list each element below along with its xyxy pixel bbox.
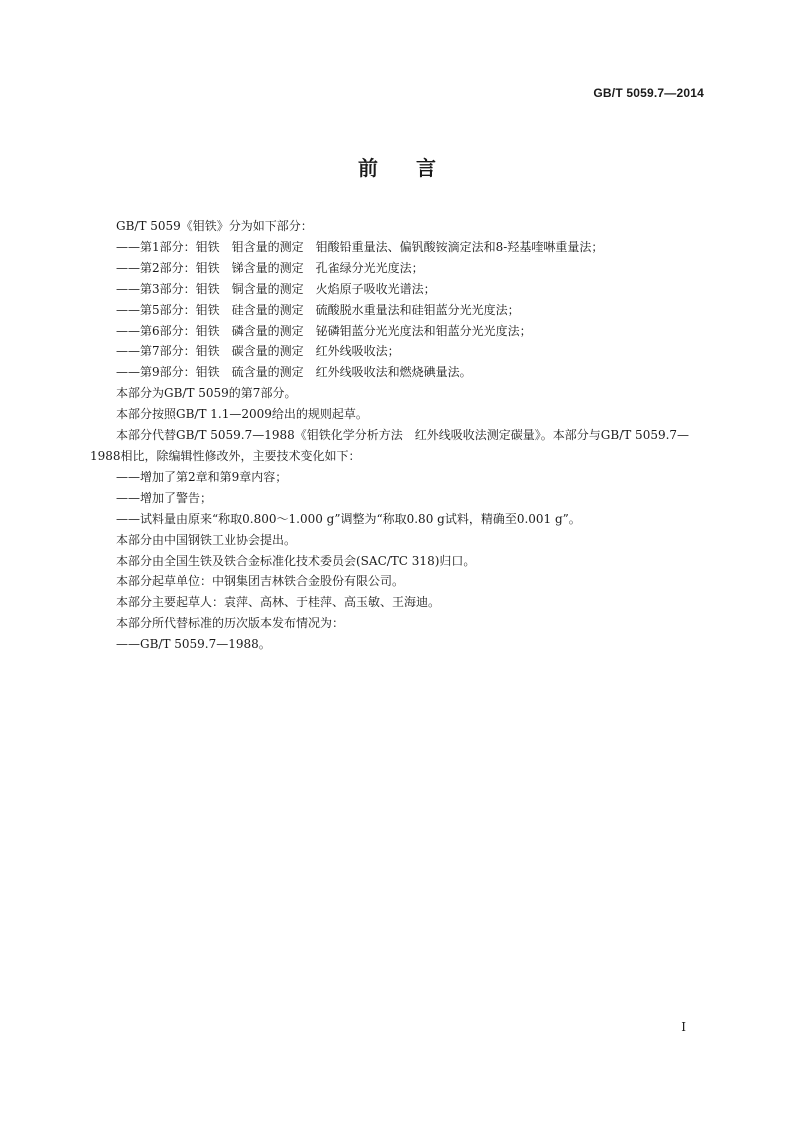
history-intro-paragraph: 本部分所代替标准的历次版本发布情况为： (116, 616, 345, 631)
part-item: 碳含量的测定 (231, 344, 304, 359)
part-list-item (90, 279, 706, 300)
intro-line: GB/T 5059《钼铁》分为如下部分： (116, 219, 313, 233)
part-method: 火焰原子吸收光谱法； (315, 281, 436, 296)
part-prefix: ——第7部分：钼铁 (116, 344, 220, 359)
part-list-item (90, 362, 706, 383)
drafters-paragraph: 本部分主要起草人：袁萍、高林、于桂萍、高玉敏、王海迪。 (116, 595, 441, 610)
replaces-paragraph: 本部分代替GB/T 5059.7—1988《钼铁化学分析方法 红外线吸收法测定碳量》。本部分与GB/T 5059.7—1988相比，除编辑性修改外，主要技术变化如下： (90, 428, 690, 463)
part-method: 红外线吸收法和燃烧碘量法。 (315, 365, 472, 380)
part-method: 红外线吸收法； (315, 344, 400, 359)
drafting-org-paragraph: 本部分起草单位：中钢集团吉林铁合金股份有限公司。 (116, 574, 405, 589)
part-prefix: ——第9部分：钼铁 (116, 365, 220, 380)
part-list-item (90, 341, 706, 362)
part-prefix: ——第6部分：钼铁 (116, 323, 220, 338)
foreword-body (90, 216, 706, 655)
part-prefix: ——第1部分：钼铁 (116, 239, 220, 254)
part-item: 硫含量的测定 (231, 365, 304, 380)
drafting-rules-paragraph: 本部分按照GB/T 1.1—2009给出的规则起草。 (116, 407, 368, 422)
proposed-by-paragraph: 本部分由中国钢铁工业协会提出。 (116, 532, 297, 547)
part-method: 硫酸脱水重量法和硅钼蓝分光光度法； (315, 302, 520, 317)
part-list-item (90, 237, 706, 258)
part-item: 钼含量的测定 (231, 239, 304, 254)
part-prefix: ——第2部分：钼铁 (116, 260, 220, 275)
part-item: 锑含量的测定 (231, 260, 304, 275)
part-item: 磷含量的测定 (231, 323, 304, 338)
part-method: 钼酸铅重量法、偏钒酸铵滴定法和8-羟基喹啉重量法； (315, 239, 604, 254)
history-item: ——GB/T 5059.7—1988。 (116, 637, 271, 652)
part-item: 铜含量的测定 (231, 281, 304, 296)
part-list-item (90, 300, 706, 321)
page-number: I (681, 1020, 686, 1034)
this-part-paragraph: 本部分为GB/T 5059的第7部分。 (116, 386, 297, 401)
part-prefix: ——第5部分：钼铁 (116, 302, 220, 317)
page-title: 前言 (358, 156, 474, 180)
change-item: ——增加了警告； (116, 490, 213, 505)
part-list-item (90, 321, 706, 342)
centralized-by-paragraph: 本部分由全国生铁及铁合金标准化技术委员会(SAC/TC 318)归口。 (116, 553, 476, 568)
part-method: 孔雀绿分光光度法； (315, 260, 424, 275)
change-item: ——试料量由原来“称取0.800～1.000 g”调整为“称取0.80 g试料，精确至0.001 g”。 (116, 511, 581, 526)
part-prefix: ——第3部分：钼铁 (116, 281, 220, 296)
part-list-item (90, 258, 706, 279)
standard-code: GB/T 5059.7—2014 (593, 86, 704, 100)
part-item: 硅含量的测定 (231, 302, 304, 317)
change-item: ——增加了第2章和第9章内容； (116, 469, 288, 484)
part-method: 铋磷钼蓝分光光度法和钼蓝分光光度法； (315, 323, 532, 338)
